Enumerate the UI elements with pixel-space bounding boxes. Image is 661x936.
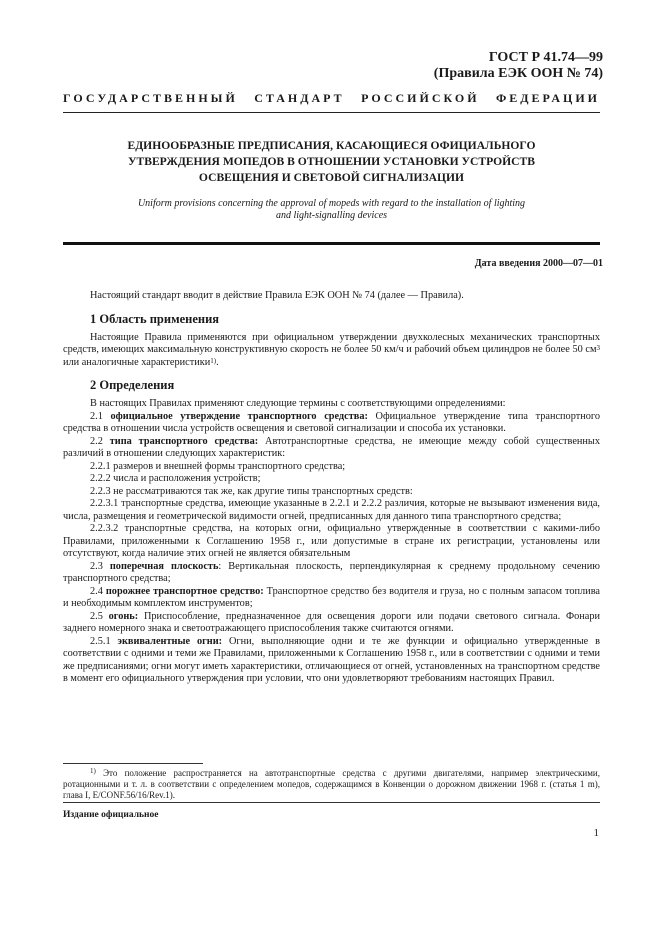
title-line-1: ЕДИНООБРАЗНЫЕ ПРЕДПИСАНИЯ, КАСАЮЩИЕСЯ ОФИЦИАЛЬНОГО [127, 139, 536, 152]
rules-number: (Правила ЕЭК ООН № 74) [433, 66, 603, 81]
superscript-3: 3 [596, 344, 600, 352]
defined-term: эквивалентные огни: [117, 635, 223, 647]
clause-number: 2.5 [90, 610, 109, 622]
intro-paragraph: Настоящий стандарт вводит в действие Правила ЕЭК ООН № 74 (далее — Правила). [90, 290, 464, 301]
document-body [63, 290, 600, 686]
title-line-3: ОСВЕЩЕНИЯ И СВЕТОВОЙ СИГНАЛИЗАЦИИ [198, 171, 465, 184]
document-title [90, 138, 573, 186]
english-title-line-2: and light-signalling devices [275, 210, 388, 221]
section-1-text-tail: . [216, 356, 219, 368]
footnote-rule [63, 763, 203, 764]
defined-term: типа транспортного средства: [109, 435, 259, 447]
state-standard-banner: ГОСУДАРСТВЕННЫЙ СТАНДАРТ РОССИЙСКОЙ ФЕДЕРАЦИИ [63, 91, 600, 105]
definition-text: Огни, выполняющие одни и те же функции и официально утвержденные в соответствии с одними и теми же Правилами, приложенными к Соглашению 1958 г., или в соответствии с одними и теми же предписаниями; огни могут иметь характеристики, отличающиеся от огней, установленных на транспортном средстве в момент его официального утверждения при условии, что они удовлетворяют требованиям настоящих Правил. [63, 635, 600, 684]
english-title-line-1: Uniform provisions concerning the approval of mopeds with regard to the installation of lighting [137, 198, 526, 209]
header-rule [63, 112, 600, 113]
footnote-reference: 1) [210, 356, 217, 365]
clause-number: 2.2 [90, 435, 110, 447]
definition-2-4 [63, 586, 600, 611]
defined-term: официальное утверждение транспортного средства: [110, 410, 368, 422]
defined-term: огонь: [108, 610, 139, 622]
definitions-intro: В настоящих Правилах применяют следующие термины с соответствующими определениями: [90, 398, 506, 409]
defined-term: порожнее транспортное средство: [105, 585, 264, 597]
edition-label: Издание официальное [63, 810, 159, 820]
clause-number: 2.4 [90, 585, 106, 597]
page-number: 1 [593, 827, 599, 839]
definition-text: Приспособление, предназначенное для освещения дороги или подачи светового сигнала. Фонари заднего номерного знака и светоотражающего приспособления также считаются огнями. [63, 610, 600, 634]
definition-2-3 [63, 561, 600, 586]
section-2-heading: 2 Определения [90, 378, 175, 392]
clause-2-2-3-2: 2.2.3.2 транспортные средства, на которых огни, официально утвержденные в соответствии с какими-либо Правилами, приложенными к Соглашению 1958 г., или допустимые в стране их регистрации, установлены или отсутствуют, когда наличие этих огней не является обязательным [63, 523, 600, 559]
section-1-heading: 1 Область применения [90, 311, 220, 326]
standard-number: ГОСТ Р 41.74—99 [488, 50, 603, 65]
definition-text: Автотранспортные средства, не имеющие между собой существенных различий в отношении следующих характеристик: [63, 435, 600, 459]
english-title [100, 198, 563, 222]
defined-term: поперечная плоскость [109, 560, 219, 572]
definition-text: : Вертикальная плоскость, перпендикулярная к среднему продольному сечению транспортного средства; [63, 560, 600, 584]
definition-text: Транспортное средство без водителя и груза, но с полным запасом топлива и необходимым комплектом инструментов; [63, 585, 600, 609]
clause-2-2-3-1: 2.2.3.1 транспортные средства, имеющие указанные в 2.2.1 и 2.2.2 различия, которые не вызывают изменения вида, числа, размещения и геометрической видимости огней, предписанных для данного типа транспортного средства; [63, 498, 600, 522]
clause-number: 2.1 [90, 410, 111, 422]
title-rule [63, 242, 600, 245]
clause-number: 2.5.1 [90, 635, 118, 647]
clause-2-2-2: 2.2.2 числа и расположения устройств; [90, 473, 261, 484]
definition-2-5-1 [63, 636, 600, 686]
clause-number: 2.3 [90, 560, 110, 572]
section-1-text-end: или аналогичные характеристики [63, 356, 211, 368]
footnote-text: Это положение распространяется на автотранспортные средства с другими двигателями, например электрическими, ротационными и т. л. в соответствии с определением мопедов, содержащимся в Конвенции о дорожном движении 1968 г. (статья 1 m), глава I, E/CONF.56/16/Rev.1). [63, 768, 600, 800]
title-line-2: УТВЕРЖДЕНИЯ МОПЕДОВ В ОТНОШЕНИИ УСТАНОВКИ УСТРОЙСТВ [127, 155, 536, 168]
definition-2-2 [63, 436, 600, 461]
introduction-date: Дата введения 2000—07—01 [474, 258, 603, 269]
footnote-mark: 1) [90, 767, 96, 775]
clause-2-2-1: 2.2.1 размеров и внешней формы транспортного средства; [90, 460, 346, 472]
section-1-paragraph [63, 332, 600, 370]
footnote [63, 768, 600, 801]
definition-2-5 [63, 611, 600, 636]
edition-rule [63, 802, 600, 803]
section-1-text: Настоящие Правила применяются при официальном утверждении двухколесных механических транспортных средств, имеющих максимальную конструктивную скорость не более 50 км/ч и рабочий объем цилиндров не более 50 см [63, 331, 600, 355]
definition-text: Официальное утверждение типа транспортного средства в отношении числа устройств освещения и световой сигнализации и способа их установки. [63, 410, 600, 434]
clause-2-2-3: 2.2.3 не рассматриваются так же, как другие типы транспортных средств: [90, 485, 413, 497]
definition-2-1 [63, 411, 600, 436]
